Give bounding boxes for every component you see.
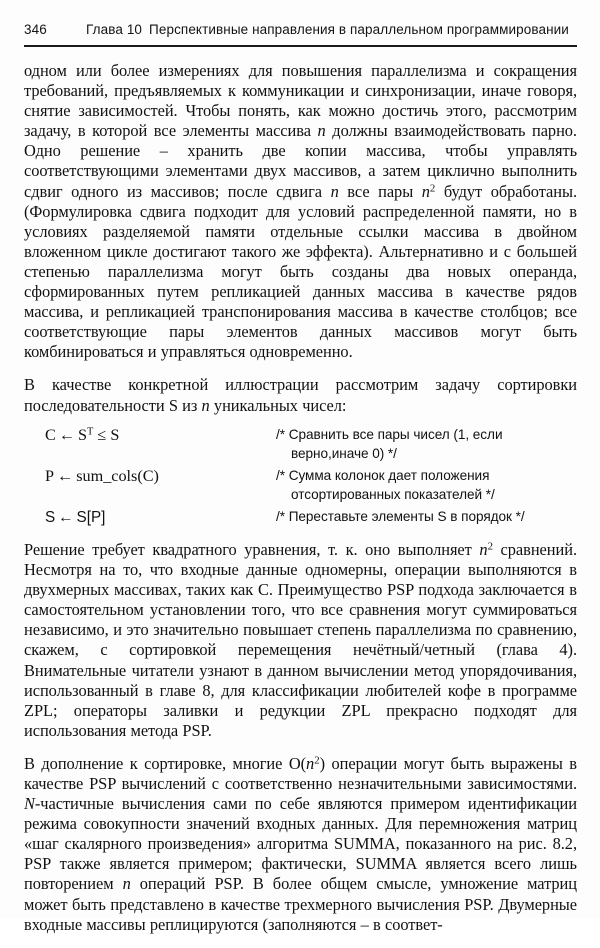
superscript-two: 2 (314, 754, 320, 767)
expr-rest: ≤ S (97, 425, 120, 444)
left-arrow-icon: ← (57, 466, 74, 485)
pseudocode-statement (45, 507, 276, 528)
para3-text-a: Решение требует квадратного уравнения, т. к. оно выполняет (24, 539, 480, 559)
italic-variable-n: n (306, 753, 315, 773)
comment-line-1: /* Сумма колонок дает положения (276, 467, 490, 483)
superscript-transpose: T (87, 425, 94, 437)
paragraph-code-leadin (24, 375, 577, 415)
para2-text-a: В качестве конкретной иллюстрации рассмотрим задачу сортировки последовательности S из (24, 375, 577, 415)
para1-text-a: одном или более измерениях для повышения параллелизма и сокращения требований, предъявляемых к коммуникации и синхронизации, иначе говоря, снятие зависимостей. Чтобы понять, как можно достичь этого, рассмотрим задачу, в которой все элементы массива (24, 61, 577, 141)
italic-variable-N: N (24, 794, 35, 814)
pseudocode-comment (276, 425, 577, 464)
left-arrow-icon: ← (58, 508, 74, 526)
para1-text-b: должны взаимодействовать парно. Одно решение – хранить две копии массива, чтобы управлять соответствующими элементами двух массивов, а затем циклично выполнить сдвиг одного из массивов; после сдвига (24, 121, 577, 201)
chapter-number: Глава 10 (86, 22, 143, 37)
italic-variable-n: n (421, 181, 430, 201)
expr-base: S[P] (76, 508, 106, 526)
comment-line-2: верно,иначе 0) */ (291, 446, 397, 462)
paragraph-solution (24, 540, 577, 741)
comment-line-1: /* Сравнить все пары чисел (1, если (276, 426, 503, 442)
superscript-two: 2 (429, 181, 436, 194)
italic-variable-n: n (479, 539, 488, 559)
expr-base: sum_cols(C) (76, 466, 159, 485)
superscript-two: 2 (487, 540, 493, 553)
comment-line-2: отсортированных показателей */ (291, 487, 495, 503)
assign-target: C (45, 425, 56, 444)
italic-variable-n: n (201, 395, 210, 415)
italic-variable-n: n (317, 121, 326, 141)
paragraph-addendum (24, 754, 577, 935)
running-header (24, 22, 577, 37)
para4-text-b: ) операции могут быть выражены в качестве PSP вычислений с соответственно незначительными зависимостями. (24, 753, 577, 793)
page-folio: 346 (24, 22, 47, 37)
para4-text-a: В дополнение к сортировке, многие O( (24, 753, 307, 773)
left-arrow-icon: ← (58, 425, 75, 444)
header-divider-rule (24, 45, 577, 47)
para3-text-b: сравнений. Несмотря на то, что входные данные одномерны, операции выполняются в двухмерных массивах, таких как C. Преимущество PSP подхода заключается в самостоятельном установлении того, что все сравнения могут суммироваться независимо, и это значительно повышает степень параллелизма по сравнению, скажем, с сортировкой перемещения нечётный/четный (глава 4). Внимательные читатели узнают в данном вычислении метод упорядочивания, использованный в главе 8, для классификации любителей кофе в программе ZPL; операторы заливки и редукции ZPL прекрасно подходят для использования метода PSP. (24, 539, 577, 740)
para1-text-c: все пары (338, 181, 422, 201)
page-body (24, 61, 577, 948)
assign-target: P (45, 466, 55, 485)
pseudocode-statement (45, 425, 276, 446)
pseudocode-line (45, 425, 577, 464)
para2-text-b: уникальных чисел: (209, 395, 347, 415)
pseudocode-line (45, 507, 577, 528)
pseudocode-statement (45, 466, 276, 487)
pseudocode-line (45, 466, 577, 505)
para1-text-d: будут обработаны. (Формулировка сдвига подходит для условий распределенной памяти, но в условиях разделяемой памяти отдельные ссылки массива в двойном вложенном цикле достигают такого же эффекта). Альтернативно и с большей степенью параллелизма могут быть созданы два новых операнда, сформированных путем репликацией данных массива в качестве рядов массива, и репликацией транспонирования массива в качестве столбцов; все соответствующие пары элементов данных массивов могут быть комбинироваться и управляться одновременно. (24, 181, 577, 362)
para4-text-d: операций PSP. В более общем смысле, умножение матриц может быть представлено в качестве трехмерного вычисления PSP. Двумерные входные массивы реплицируются (заполняются – в соответ- (24, 874, 577, 934)
assign-target: S (45, 508, 56, 526)
para4-text-c: -частичные вычисления сами по себе являются примером идентификации режима совокупности значений входных данных. Для перемножения матриц «шаг скалярного произведения» алгоритма SUMMA, показанного на рис. 8.2, PSP также является примером; фактически, SUMMA является всего лишь повторением (24, 794, 577, 894)
expr-base: S (78, 425, 88, 444)
paragraph-continuation (24, 61, 577, 362)
italic-variable-n: n (330, 181, 339, 201)
chapter-title: Перспективные направления в параллельном программировании (149, 22, 569, 37)
comment-line-1: /* Переставьте элементы S в порядок */ (276, 508, 525, 524)
pseudocode-block (24, 425, 577, 528)
pseudocode-comment (276, 466, 577, 505)
italic-variable-n: n (122, 874, 131, 894)
pseudocode-comment (276, 507, 577, 527)
